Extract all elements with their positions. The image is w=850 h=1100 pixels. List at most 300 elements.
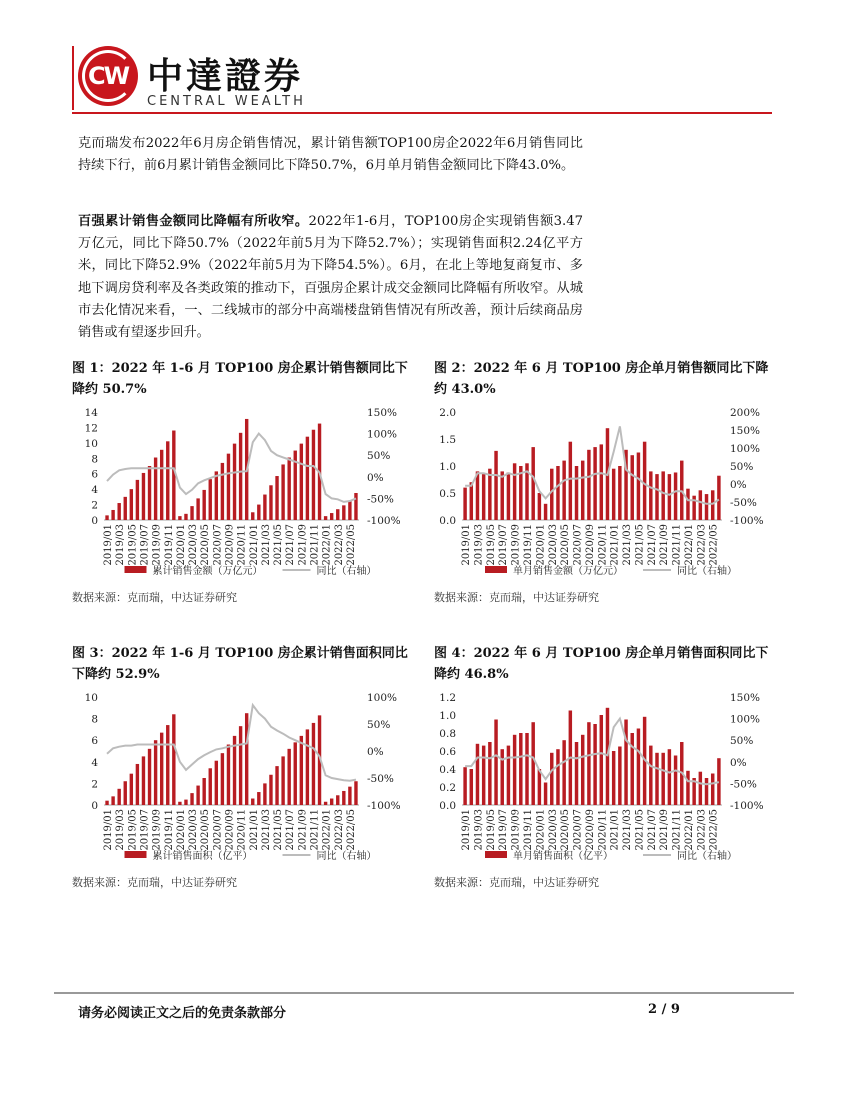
x-tick-label: 2020/07 (212, 524, 224, 566)
x-tick-label: 2020/09 (224, 524, 236, 566)
bar (111, 510, 114, 520)
figure-4-title: 图 4：2022 年 6 月 TOP100 房企单月销售面积同比下降约 46.8% (434, 646, 769, 682)
x-tick-label: 2019/03 (115, 809, 127, 851)
x-tick-label: 2022/03 (333, 524, 345, 566)
bar (281, 464, 284, 520)
x-tick-label: 2022/03 (696, 524, 708, 566)
x-tick-label: 2019/09 (151, 524, 163, 566)
bar (342, 791, 345, 805)
y-right-tick-label: 150% (730, 425, 761, 437)
y-left-tick-label: 1.0 (439, 461, 456, 473)
x-tick-label: 2020/01 (175, 809, 187, 851)
paragraph-intro: 克而瑞发布2022年6月房企销售情况，累计销售额TOP100房企2022年6月销售同比持续下行，前6月累计销售金额同比下降50.7%，6月单月销售金额同比下降43.0%。 (78, 136, 583, 174)
bar (513, 735, 516, 805)
x-tick-label: 2021/09 (297, 524, 309, 566)
x-tick-label: 2022/05 (345, 809, 357, 851)
bar (513, 463, 516, 520)
x-tick-label: 2022/03 (696, 809, 708, 851)
x-tick-label: 2022/05 (345, 524, 357, 566)
bar (196, 786, 199, 805)
x-tick-label: 2022/05 (708, 524, 720, 566)
bar (166, 725, 169, 805)
x-tick-label: 2022/01 (321, 524, 333, 566)
y-right-tick-label: 100% (367, 692, 398, 704)
y-left-tick-label: 1.5 (439, 434, 456, 446)
bar (348, 787, 351, 805)
y-right-tick-label: 0% (367, 471, 384, 484)
bar (507, 472, 510, 520)
footer-disclaimer: 请务必阅读正文之后的免责条款部分 (78, 1006, 287, 1021)
y-right-tick-label: -100% (367, 800, 401, 812)
bar (336, 509, 339, 520)
bar (269, 485, 272, 520)
figure-3-title: 图 3：2022 年 1-6 月 TOP100 房企累计销售面积同比下降约 52.9% (72, 646, 408, 682)
bar (649, 471, 652, 520)
x-tick-label: 2019/01 (103, 524, 115, 566)
bar (160, 733, 163, 805)
bar (624, 720, 627, 806)
bar (215, 761, 218, 805)
x-tick-label: 2020/07 (212, 809, 224, 851)
bar (233, 444, 236, 520)
y-right-tick-label: -50% (367, 493, 394, 506)
x-tick-label: 2020/11 (236, 524, 248, 566)
legend-bar-label: 累计销售金额（万亿元） (152, 566, 263, 577)
bar (154, 458, 157, 520)
x-tick-label: 2019/07 (139, 809, 151, 851)
bar (482, 474, 485, 520)
x-tick-label: 2022/01 (321, 809, 333, 851)
x-tick-label: 2020/11 (597, 809, 609, 851)
bar (124, 781, 127, 805)
figure-2-chart (430, 402, 780, 587)
figure-2-source: 数据来源：克而瑞，中达证券研究 (434, 591, 599, 604)
bar (711, 490, 714, 520)
x-tick-label: 2020/09 (584, 809, 596, 851)
bar (562, 740, 565, 805)
y-right-tick-label: 50% (730, 461, 754, 473)
x-tick-label: 2022/01 (683, 809, 695, 851)
y-left-tick-label: 0.5 (439, 488, 456, 500)
y-right-tick-label: 50% (367, 450, 391, 463)
bar (600, 715, 603, 805)
bar (463, 767, 466, 805)
x-tick-label: 2021/07 (646, 809, 658, 851)
bar (600, 444, 603, 520)
y-right-tick-label: -100% (730, 800, 764, 812)
x-tick-label: 2021/11 (671, 809, 683, 851)
bar (306, 437, 309, 520)
bar (111, 796, 114, 805)
y-left-tick-label: 0.4 (439, 764, 456, 776)
bar (196, 498, 199, 520)
logo-text: CW (87, 62, 129, 90)
x-tick-label: 2019/03 (473, 524, 485, 566)
bar (312, 723, 315, 805)
bar (531, 722, 534, 805)
bar (300, 736, 303, 805)
x-tick-label: 2020/03 (547, 524, 559, 566)
x-tick-label: 2021/01 (609, 524, 621, 566)
x-tick-label: 2020/03 (188, 809, 200, 851)
bar (336, 795, 339, 805)
bar (354, 781, 357, 805)
bar (245, 713, 248, 805)
x-tick-label: 2020/11 (236, 809, 248, 851)
y-right-tick-label: 100% (730, 443, 761, 455)
y-left-tick-label: 4 (91, 484, 98, 497)
bar (661, 753, 664, 805)
x-tick-label: 2022/05 (708, 809, 720, 851)
legend-line-label: 同比（右轴） (316, 566, 377, 577)
bar (130, 774, 133, 805)
y-left-tick-label: 0.8 (439, 728, 456, 740)
bar (531, 447, 534, 520)
y-right-tick-label: 0% (730, 756, 747, 769)
bar (631, 455, 634, 520)
paragraph-lead: 百强累计销售金额同比降幅有所收窄。 (78, 214, 309, 229)
bar (556, 749, 559, 805)
bar (674, 472, 677, 520)
x-tick-label: 2020/05 (200, 524, 212, 566)
figure-1-title: 图 1：2022 年 1-6 月 TOP100 房企累计销售额同比下降约 50.7% (72, 361, 408, 397)
x-tick-label: 2021/09 (297, 809, 309, 851)
bar (330, 799, 333, 805)
x-tick-label: 2021/03 (260, 809, 272, 851)
bar (606, 708, 609, 805)
x-tick-label: 2019/05 (485, 809, 497, 851)
company-logo (78, 46, 138, 106)
bar (178, 516, 181, 520)
x-tick-label: 2021/05 (634, 809, 646, 851)
x-tick-label: 2021/01 (248, 524, 260, 566)
y-right-tick-label: 100% (367, 428, 398, 441)
y-left-tick-label: 12 (84, 422, 98, 435)
bar (661, 471, 664, 520)
x-tick-label: 2021/07 (285, 809, 297, 851)
logo-ring (82, 50, 134, 102)
bar (263, 783, 266, 805)
bar (581, 735, 584, 805)
x-tick-label: 2021/03 (622, 524, 634, 566)
bar (556, 466, 559, 520)
x-tick-label: 2020/11 (597, 524, 609, 566)
y-right-tick-label: 0% (730, 479, 747, 491)
bar (251, 512, 254, 520)
legend-line-label: 同比（右轴） (677, 566, 737, 577)
bar (257, 792, 260, 805)
bar (227, 745, 230, 805)
bar (221, 463, 224, 520)
y-left-tick-label: 2.0 (439, 407, 456, 419)
x-tick-label: 2021/11 (309, 524, 321, 566)
x-tick-label: 2020/05 (560, 809, 572, 851)
bar (117, 789, 120, 805)
bar (618, 747, 621, 806)
bar (476, 471, 479, 520)
x-tick-label: 2020/01 (175, 524, 187, 566)
bar (124, 497, 127, 520)
bar (136, 480, 139, 520)
figure-1-source: 数据来源：克而瑞，中达证券研究 (72, 591, 237, 604)
bar (275, 766, 278, 805)
figure-3-chart (72, 687, 417, 872)
x-tick-label: 2020/07 (572, 524, 584, 566)
y-right-tick-label: 50% (730, 735, 754, 748)
bar (312, 430, 315, 520)
bar (575, 742, 578, 805)
header-accent-line (72, 46, 74, 110)
bar (348, 501, 351, 520)
bar (668, 749, 671, 805)
y-right-tick-label: 0% (367, 746, 384, 758)
x-tick-label: 2021/07 (646, 524, 658, 566)
bar (544, 504, 547, 520)
bar (488, 742, 491, 805)
bar (593, 447, 596, 520)
y-left-tick-label: 6 (91, 735, 98, 748)
x-tick-label: 2021/05 (273, 809, 285, 851)
bar (251, 799, 254, 805)
x-tick-label: 2019/11 (163, 524, 175, 566)
bar (612, 751, 615, 805)
bar (105, 801, 108, 805)
y-right-tick-label: -100% (367, 515, 401, 527)
bar (538, 493, 541, 520)
bar (209, 768, 212, 805)
x-tick-label: 2020/03 (188, 524, 200, 566)
bar (519, 733, 522, 805)
legend-line-label: 同比（右轴） (677, 851, 737, 862)
figure-4-source: 数据来源：克而瑞，中达证券研究 (434, 876, 599, 889)
bar (117, 503, 120, 520)
y-right-tick-label: 150% (730, 692, 761, 704)
paragraph-analysis (78, 211, 583, 344)
bar (202, 778, 205, 805)
bar (544, 783, 547, 806)
x-tick-label: 2021/01 (248, 809, 260, 851)
brand-name-english: CENTRAL WEALTH (147, 94, 306, 109)
bar (637, 729, 640, 806)
bar (215, 471, 218, 520)
header-divider (72, 112, 772, 114)
bar (686, 771, 689, 805)
x-tick-label: 2020/01 (535, 524, 547, 566)
x-tick-label: 2020/09 (224, 809, 236, 851)
legend-bar-label: 单月销售面积（亿平） (513, 851, 613, 862)
x-tick-label: 2019/03 (473, 809, 485, 851)
bar (507, 746, 510, 805)
x-tick-label: 2021/07 (285, 524, 297, 566)
x-tick-label: 2019/05 (127, 809, 139, 851)
bar (105, 515, 108, 520)
bar (227, 454, 230, 520)
page-number: 2 / 9 (648, 1002, 680, 1017)
y-left-tick-label: 0.2 (439, 782, 456, 794)
bar (269, 775, 272, 805)
x-tick-label: 2019/09 (510, 809, 522, 851)
legend-bar-swatch (125, 566, 147, 573)
bar (142, 473, 145, 520)
bar (655, 474, 658, 520)
x-tick-label: 2019/11 (523, 809, 534, 851)
legend-bar-swatch (485, 851, 507, 858)
bar (501, 471, 504, 520)
bar (643, 442, 646, 520)
bar (142, 756, 145, 805)
bar (281, 756, 284, 805)
y-right-tick-label: -50% (730, 497, 757, 509)
bar (705, 778, 708, 805)
x-tick-label: 2019/01 (461, 524, 473, 566)
y-left-tick-label: 1.0 (439, 710, 456, 722)
bar (686, 489, 689, 520)
bar (148, 749, 151, 805)
bar (354, 493, 357, 520)
x-tick-label: 2019/07 (498, 809, 510, 851)
bar (470, 769, 473, 805)
bar (476, 744, 479, 805)
y-left-tick-label: 2 (91, 778, 98, 791)
bar (538, 769, 541, 805)
x-tick-label: 2021/05 (634, 524, 646, 566)
figure-3-source: 数据来源：克而瑞，中达证券研究 (72, 876, 237, 889)
bar (184, 800, 187, 805)
y-left-tick-label: 10 (84, 692, 98, 704)
y-left-tick-label: 2 (91, 499, 98, 512)
bar (581, 461, 584, 520)
bar (324, 802, 327, 805)
legend-bar-label: 单月销售金额（万亿元） (513, 566, 623, 577)
x-tick-label: 2019/07 (139, 524, 151, 566)
bar (221, 753, 224, 805)
bar (209, 479, 212, 520)
bar (668, 474, 671, 520)
x-tick-label: 2019/05 (485, 524, 497, 566)
bar (257, 505, 260, 520)
bar (166, 441, 169, 520)
x-tick-label: 2021/03 (260, 524, 272, 566)
bar (239, 433, 242, 520)
paragraph-body: 2022年1-6月，TOP100房企实现销售额3.47万亿元，同比下降50.7%（2022年前5月为下降52.7%）；实现销售面积2.24亿平方米，同比下降52.9%（2022年前5月为下降54.5%）。6月，在北上等地复商复市、多地下调房贷利率及各类政策的推动下，百强房企累计成交金额同比降幅有所收窄。从城市去化情况来看，一、二线城市的部分中高端楼盘销售情况有所改善，预计后续商品房销售或有望逐步回升。 (78, 214, 584, 341)
y-right-tick-label: -100% (730, 515, 764, 527)
x-tick-label: 2021/01 (609, 809, 621, 851)
bar (494, 720, 497, 806)
bar (136, 764, 139, 805)
bar (130, 489, 133, 520)
bar (160, 450, 163, 520)
x-tick-label: 2019/11 (163, 809, 175, 851)
bar (717, 476, 720, 520)
y-left-tick-label: 14 (84, 407, 98, 419)
bar (550, 469, 553, 520)
x-tick-label: 2021/05 (273, 524, 285, 566)
bar (705, 494, 708, 520)
x-tick-label: 2020/03 (547, 809, 559, 851)
legend-bar-label: 累计销售面积（亿平） (152, 851, 253, 862)
y-left-tick-label: 6 (91, 468, 98, 481)
bar (470, 482, 473, 520)
bar (550, 753, 553, 805)
y-left-tick-label: 10 (84, 437, 98, 450)
bar (190, 793, 193, 805)
x-tick-label: 2021/03 (622, 809, 634, 851)
x-tick-label: 2019/01 (461, 809, 473, 851)
x-tick-label: 2020/07 (572, 809, 584, 851)
y-right-tick-label: 150% (367, 407, 398, 419)
bar (275, 476, 278, 520)
y-left-tick-label: 8 (91, 713, 98, 726)
bar (148, 466, 151, 520)
bar (655, 753, 658, 805)
y-left-tick-label: 4 (91, 756, 98, 769)
x-tick-label: 2022/01 (683, 524, 695, 566)
bar (300, 444, 303, 520)
legend-line-label: 同比（右轴） (316, 851, 377, 862)
bar (184, 514, 187, 520)
figure-4-chart (430, 687, 780, 872)
y-left-tick-label: 8 (91, 453, 98, 466)
x-tick-label: 2019/03 (115, 524, 127, 566)
legend-bar-swatch (125, 851, 147, 858)
bar (178, 802, 181, 805)
bar (525, 733, 528, 805)
bar (202, 490, 205, 520)
y-left-tick-label: 0 (91, 800, 98, 812)
bar (294, 742, 297, 805)
bar (649, 746, 652, 805)
bar (190, 506, 193, 520)
x-tick-label: 2019/09 (151, 809, 163, 851)
y-left-tick-label: 1.2 (439, 692, 456, 704)
y-right-tick-label: -50% (730, 778, 757, 791)
bar (154, 740, 157, 805)
brand-name-chinese: 中達證券 (147, 55, 304, 97)
y-left-tick-label: 0 (91, 515, 98, 527)
bar (711, 774, 714, 806)
bar (699, 772, 702, 805)
y-right-tick-label: 50% (367, 719, 391, 731)
x-tick-label: 2021/11 (671, 524, 683, 566)
bar (569, 442, 572, 520)
bar (239, 726, 242, 805)
bar (612, 469, 615, 520)
figure-2-title: 图 2：2022 年 6 月 TOP100 房企单月销售额同比下降约 43.0% (434, 361, 769, 397)
bar (463, 488, 466, 520)
bar (287, 749, 290, 805)
bar (287, 458, 290, 520)
y-right-tick-label: -50% (367, 773, 394, 785)
x-tick-label: 2022/03 (333, 809, 345, 851)
bar (342, 505, 345, 520)
x-tick-label: 2019/01 (103, 809, 115, 851)
x-tick-label: 2020/05 (560, 524, 572, 566)
bar (587, 722, 590, 805)
figure-1-chart (72, 402, 417, 587)
legend-bar-swatch (485, 566, 507, 573)
bar (699, 490, 702, 520)
bar (494, 451, 497, 520)
y-left-tick-label: 0.0 (439, 515, 456, 527)
x-tick-label: 2019/05 (127, 524, 139, 566)
y-right-tick-label: 200% (730, 407, 761, 419)
x-tick-label: 2019/09 (510, 524, 522, 566)
bar (674, 756, 677, 806)
bar (637, 453, 640, 521)
x-tick-label: 2019/07 (498, 524, 510, 566)
y-right-tick-label: 100% (730, 713, 761, 726)
y-left-tick-label: 0.0 (439, 800, 456, 812)
